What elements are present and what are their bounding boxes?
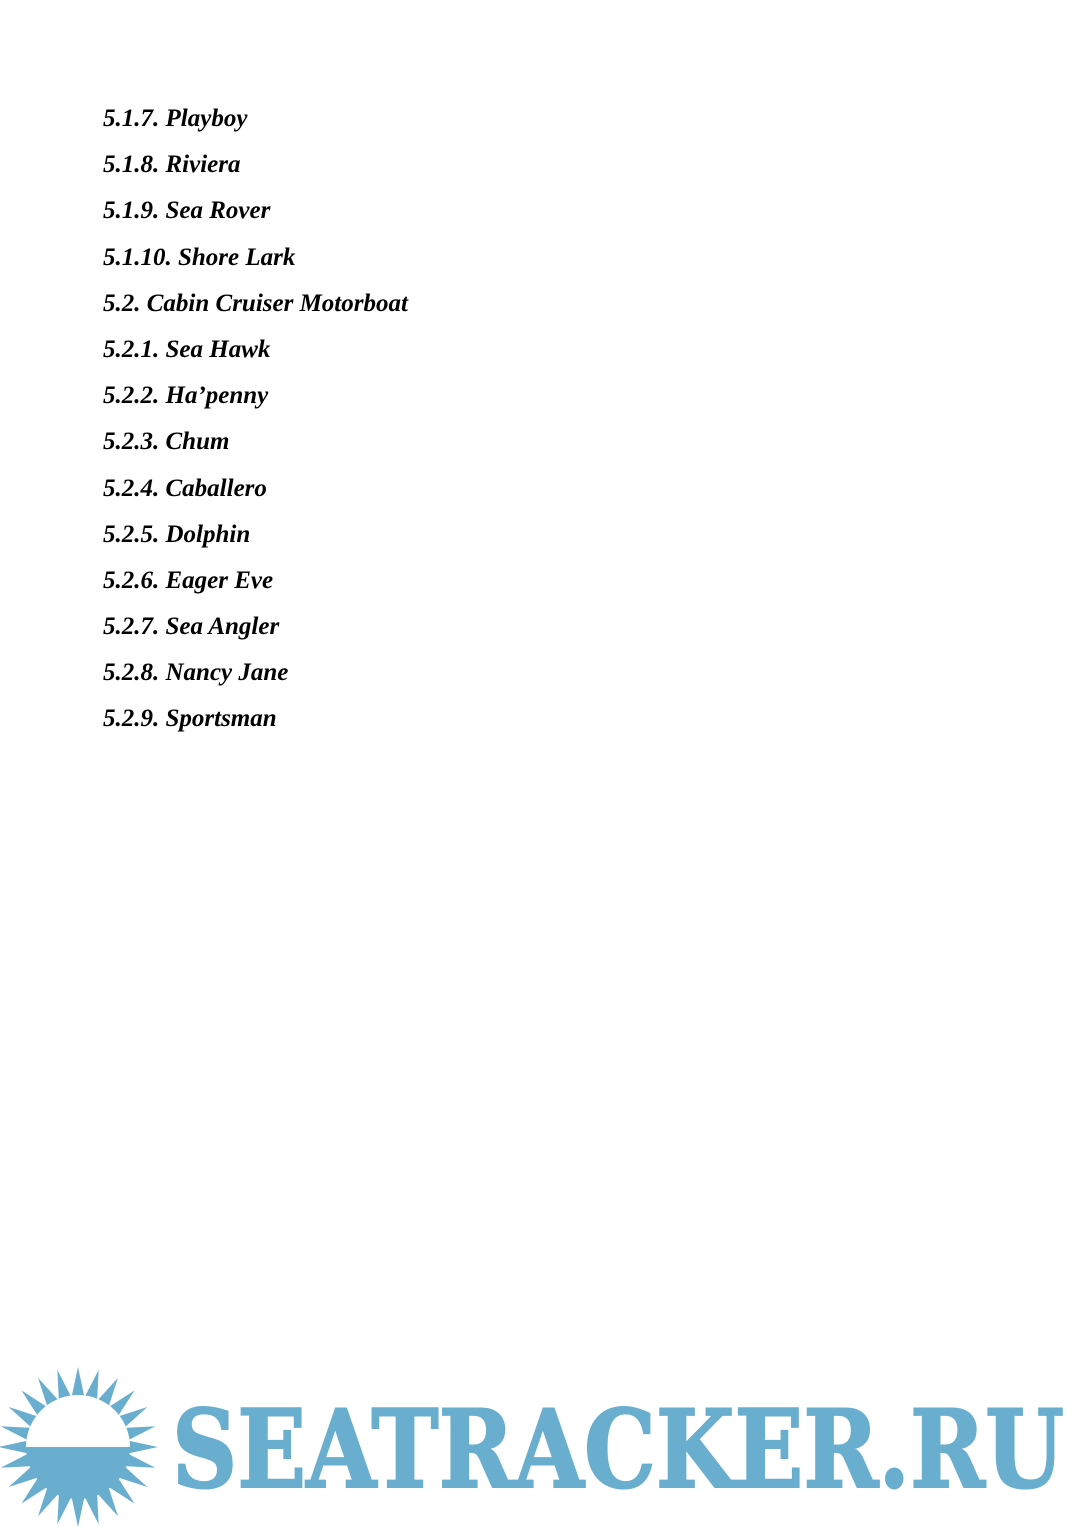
toc-entry[interactable]: 5.1.10. Shore Lark	[103, 243, 296, 271]
toc-entry[interactable]: 5.2.9. Sportsman	[103, 705, 277, 733]
toc-entry[interactable]: 5.2.3. Chum	[103, 428, 230, 456]
toc-entry[interactable]: 5.1.8. Riviera	[103, 151, 241, 179]
toc-entry[interactable]: 5.2.2. Ha’penny	[103, 382, 269, 410]
toc-entry[interactable]: 5.2.8. Nancy Jane	[103, 659, 289, 687]
seatracker-logo	[0, 1365, 1080, 1527]
toc-entry[interactable]: 5.2.7. Sea Angler	[103, 613, 280, 641]
toc-entry[interactable]: 5.2.4. Caballero	[103, 474, 267, 502]
sun-icon	[0, 1367, 158, 1527]
logo-wordmark: SEATRACKER.RU	[172, 1387, 1064, 1513]
toc-entry[interactable]: 5.2.1. Sea Hawk	[103, 335, 271, 363]
toc-entry[interactable]: 5.2. Cabin Cruiser Motorboat	[103, 289, 408, 317]
toc-entry[interactable]: 5.1.7. Playboy	[103, 105, 248, 132]
toc-entry[interactable]: 5.1.9. Sea Rover	[103, 197, 271, 225]
toc-entry[interactable]: 5.2.6. Eager Eve	[103, 566, 274, 594]
toc-entry[interactable]: 5.2.5. Dolphin	[103, 520, 251, 548]
table-of-contents	[103, 100, 408, 747]
